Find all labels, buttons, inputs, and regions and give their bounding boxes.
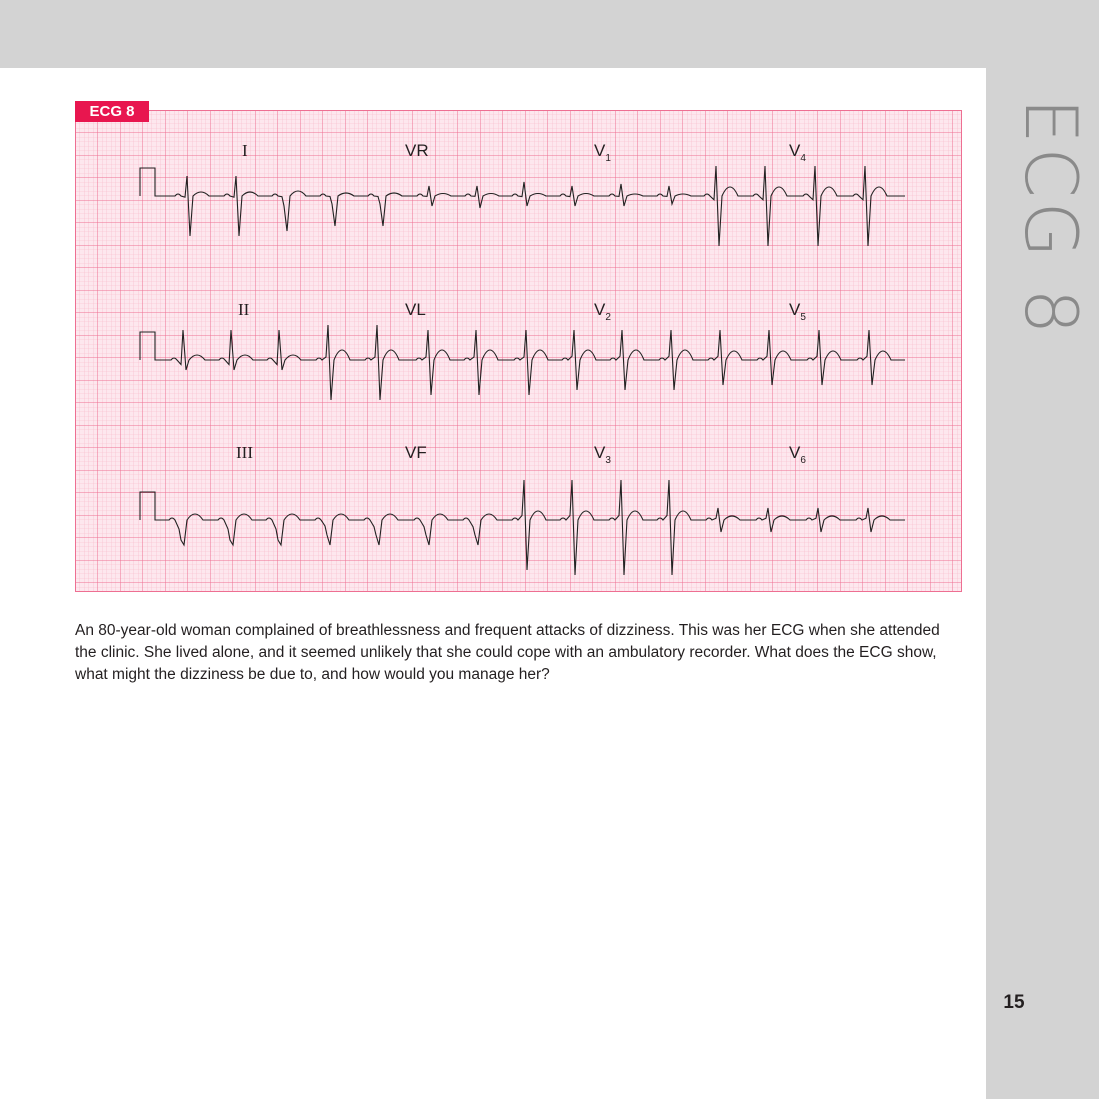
lead-label-v5: $V_5$ [789,300,806,323]
lead-label-v4: $V_4$ [789,141,806,164]
lead-label-ii: II [238,300,250,319]
lead-label-vf: VF [405,443,427,462]
lead-label-v6: $V_6$ [789,443,806,466]
page-number: 15 [1003,992,1025,1013]
lead-label-vr: VR [405,141,429,160]
lead-label-iii: III [236,443,253,462]
case-description: An 80-year-old woman complained of breathlessness and frequent attacks of dizziness. This was her ECG when she attended the clinic. She lived alone, and it seemed unlikely that she could cope with an ambulatory recorder. What does the ECG show, what might the dizziness be due to, and how would you manage her? [75,622,940,683]
lead-label-v1: $V_1$ [594,141,611,164]
lead-label-i: I [242,141,248,160]
side-chapter-title: ECG 8 [1009,98,1093,339]
lead-label-v2: $V_2$ [594,300,611,323]
lead-label-vl: VL [405,300,426,319]
ecg-strip [75,110,962,592]
lead-label-v3: $V_3$ [594,443,611,466]
top-margin-band [0,0,1099,68]
ecg-label-tag: ECG 8 [75,101,149,122]
